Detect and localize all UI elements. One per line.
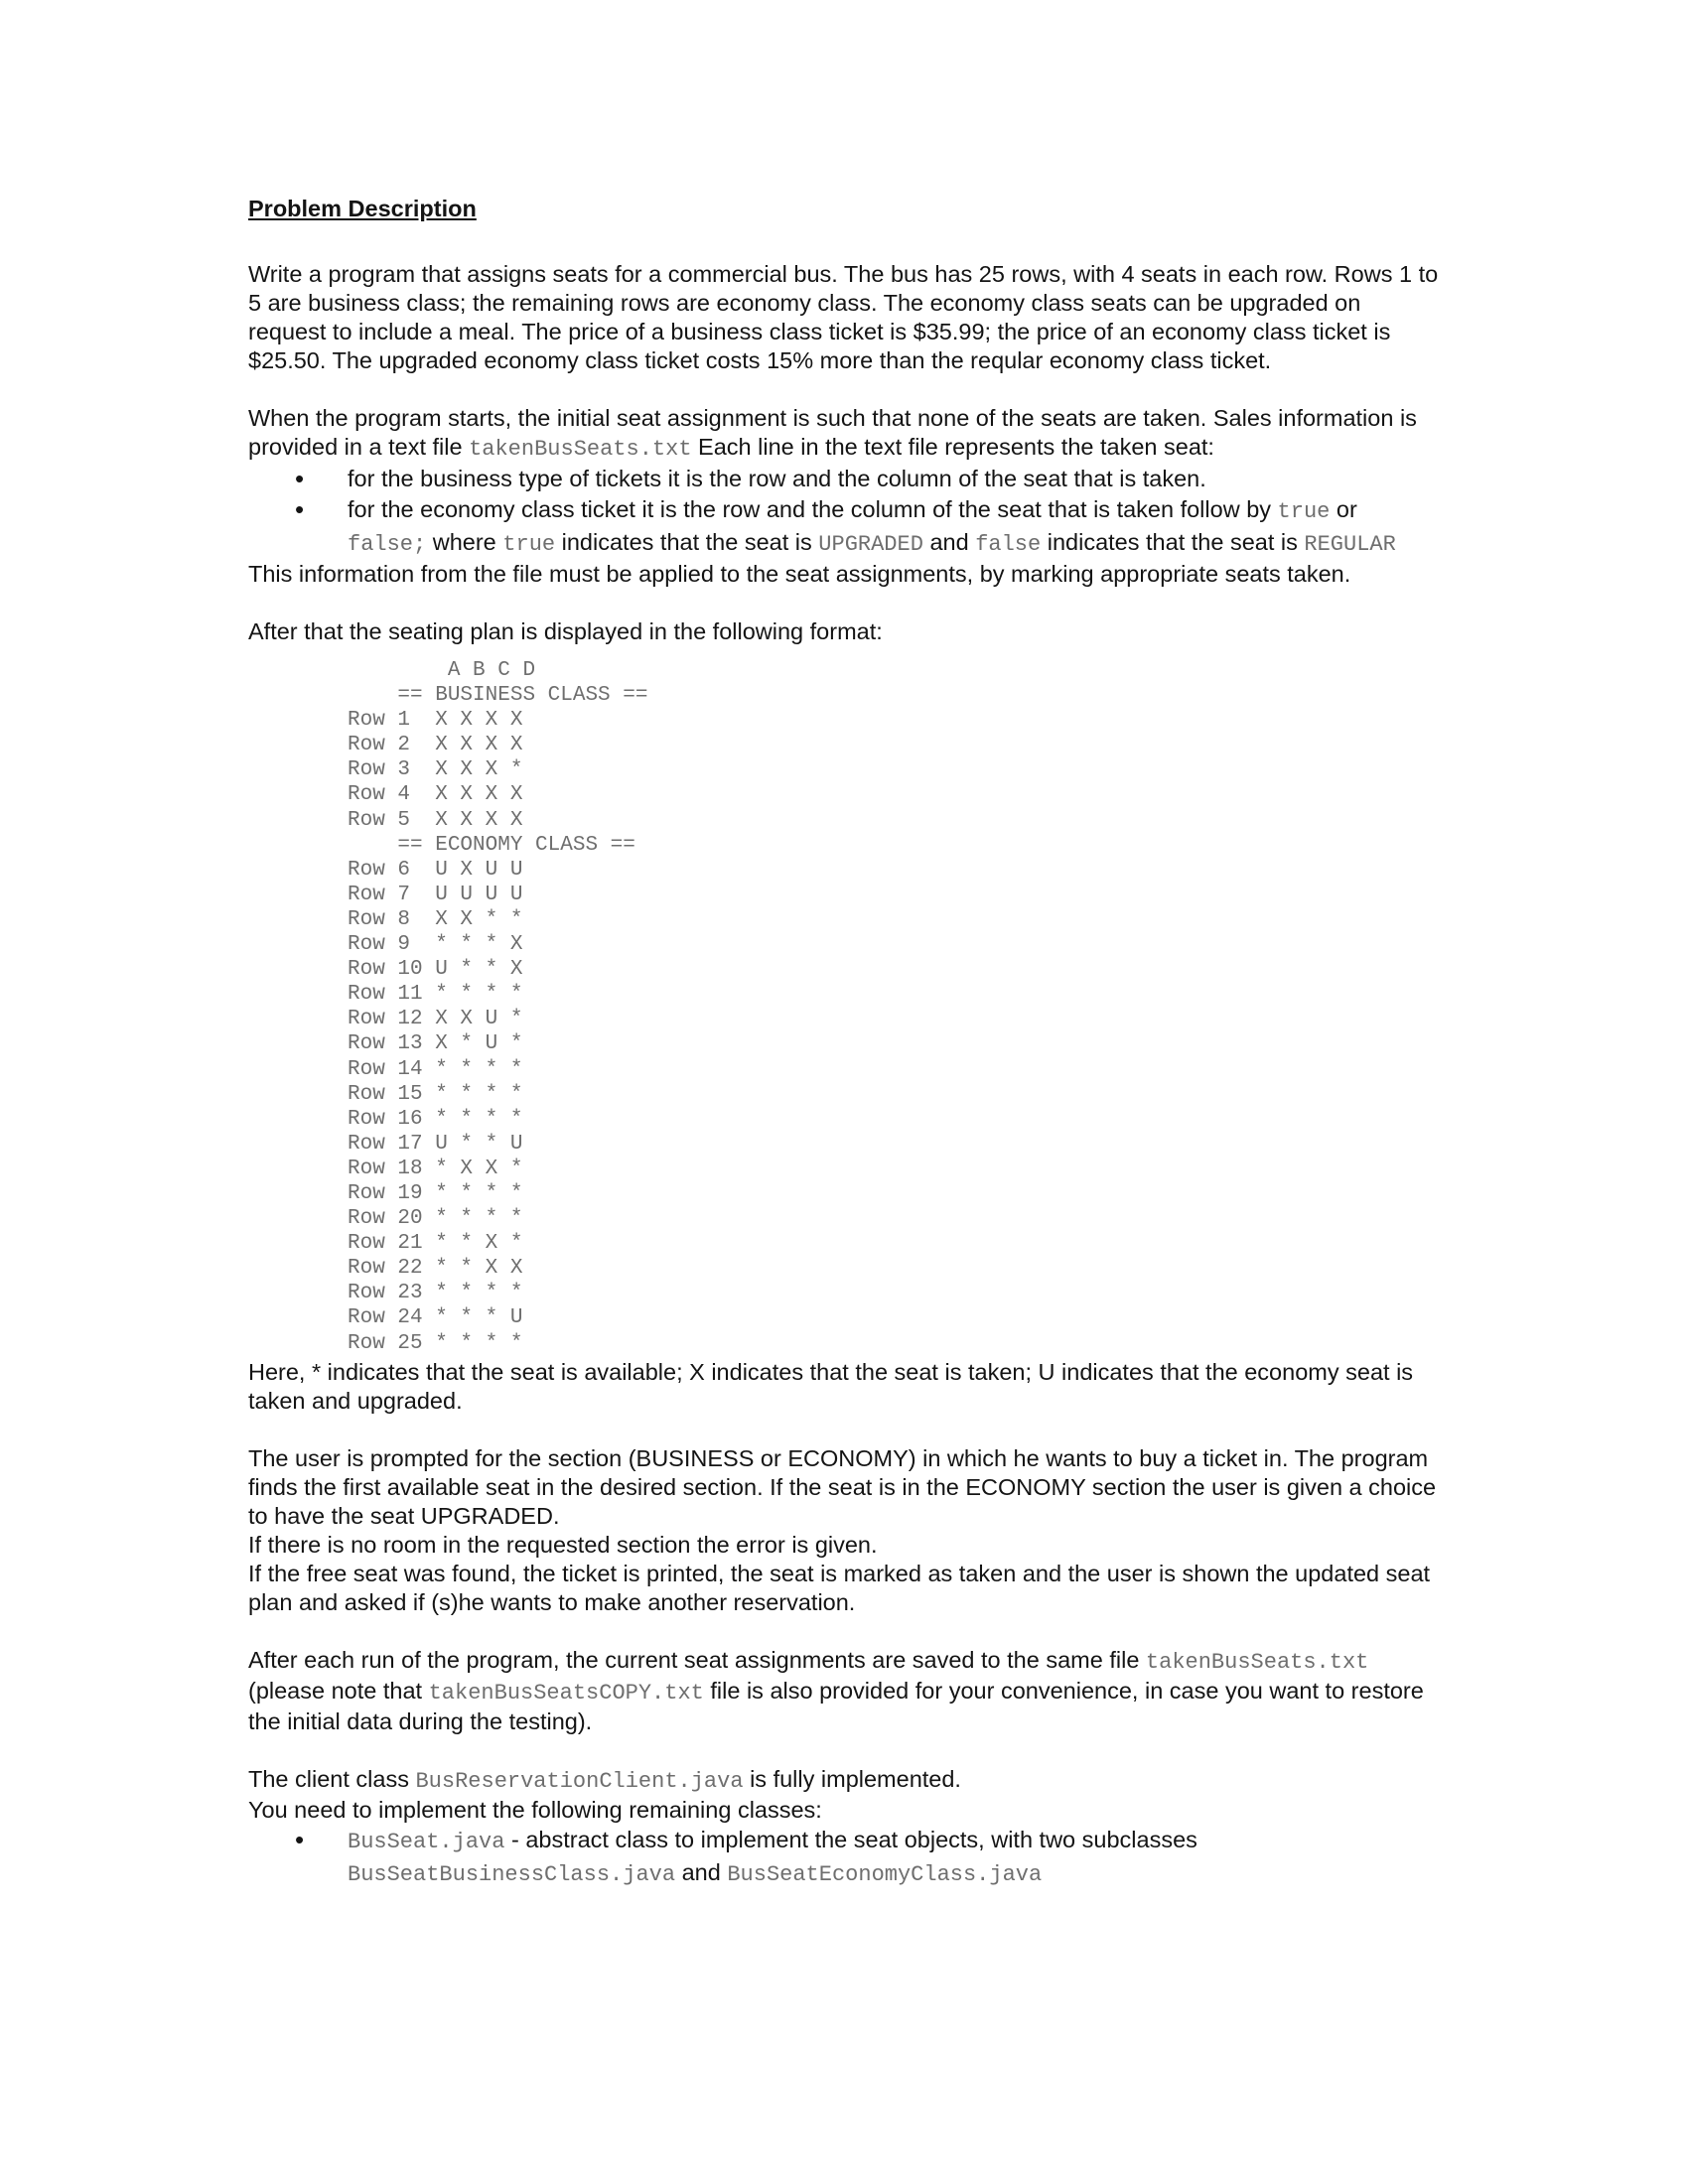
seat-row [348,907,1440,932]
prompt-paragraph: The user is prompted for the section (BUSINESS or ECONOMY) in which he wants to buy a ticket in. The program finds the first available seat in the desired section. If the seat is in the ECONOMY section the user is given a choice to have the seat UPGRADED. [248,1444,1437,1529]
legend-paragraph: Here, * indicates that the seat is available; X indicates that the seat is taken; U indicates that the economy seat is taken and upgraded. [248,1358,1414,1414]
error-paragraph: If there is no room in the requested section the error is given. [248,1531,878,1558]
row-seats: * * * X [422,933,523,957]
row-seats: U * * U [422,1132,523,1156]
row-label: Row 22 [348,1257,423,1281]
row-seats: U U U U [422,883,523,906]
row-seats: * * * * [422,1107,523,1131]
row-seats: * * * * [422,1181,523,1205]
row-label: Row 8 [348,907,423,931]
seat-row [348,1331,1440,1356]
intro-paragraph: Write a program that assigns seats for a commercial bus. The bus has 25 rows, with 4 seats in each row. Rows 1 to 5 are business class; the remaining rows are economy class. The economy class seats can be upgraded on request to include a meal. The price of a business class ticket is $35.99; the price of an economy class ticket is $25.50. The upgraded economy class ticket costs 15% more than the reqular economy class ticket. [248,261,1439,373]
row-label: Row 15 [348,1082,423,1106]
seat-plan [348,658,1440,1356]
row-seats: * * X X [422,1257,523,1281]
row-seats: * * * U [422,1306,523,1330]
seat-row [348,757,1440,782]
row-label: Row 23 [348,1282,423,1305]
row-label: Row 5 [348,808,423,832]
row-label: Row 3 [348,758,423,782]
list-item: • BusSeat.java - abstract class to implement the seat objects, with two subclasses BusSeatBusinessClass.java and BusSeatEconomyClass.java [248,1825,1440,1890]
seat-row [348,1132,1440,1157]
seat-row [348,1057,1440,1082]
row-seats: X * U * [422,1032,523,1056]
seat-row [348,1007,1440,1031]
seat-row [348,1031,1440,1056]
economy-class-label: == ECONOMY CLASS == [397,833,635,857]
row-label: Row 18 [348,1157,423,1180]
row-seats: * X X * [422,1157,523,1180]
sales-info-paragraph: When the program starts, the initial seat assignment is such that none of the seats are taken. Sales information is provided in a text file takenBusSeats.txt Each line in the text file represents the taken seat: [248,405,1417,462]
row-label: Row 1 [348,709,423,733]
seat-row [348,982,1440,1007]
seat-row [348,1231,1440,1256]
list-item: • for the business type of tickets it is the row and the column of the seat that is taken. [248,464,1440,494]
row-label: Row 25 [348,1331,423,1355]
row-seats: * * * * [422,1057,523,1081]
page-title: Problem Description [248,196,477,221]
seat-row [348,808,1440,833]
seat-row [348,1305,1440,1330]
row-seats: * * * * [422,1082,523,1106]
row-seats: X X X X [422,709,523,733]
business-class-label: == BUSINESS CLASS == [397,684,648,708]
client-class-paragraph: The client class BusReservationClient.java is fully implemented. [248,1765,961,1794]
seat-row [348,1107,1440,1132]
row-label: Row 2 [348,734,423,757]
seat-row [348,1256,1440,1281]
row-label: Row 9 [348,933,423,957]
seat-row [348,1206,1440,1231]
row-label: Row 19 [348,1181,423,1205]
row-seats: * * * * [422,1207,523,1231]
format-intro-paragraph: After that the seating plan is displayed in the following format: [248,618,883,644]
seat-row [348,1082,1440,1107]
row-seats: X X X X [422,734,523,757]
row-label: Row 7 [348,883,423,906]
row-label: Row 24 [348,1306,423,1330]
row-label: Row 6 [348,858,423,882]
seat-row [348,782,1440,807]
row-seats: X X X X [422,783,523,807]
row-label: Row 10 [348,958,423,982]
row-label: Row 11 [348,983,423,1007]
seat-row [348,708,1440,733]
row-seats: * * * * [422,1282,523,1305]
save-paragraph: After each run of the program, the current seat assignments are saved to the same file takenBusSeats.txt (please note that takenBusSeatsCOPY.txt file is also provided for your convenience, in case you want to restore the initial data during the testing). [248,1646,1424,1734]
seat-row [348,1181,1440,1206]
seat-row [348,858,1440,883]
row-seats: X X X X [422,808,523,832]
seat-row [348,883,1440,907]
row-seats: X X X * [422,758,523,782]
file-name-code: takenBusSeats.txt [469,437,692,462]
row-label: Row 12 [348,1008,423,1031]
classes-list [248,1825,1440,1890]
row-label: Row 17 [348,1132,423,1156]
row-seats: X X * * [422,907,523,931]
row-seats: * * X * [422,1232,523,1256]
file-format-list [248,464,1440,560]
row-label: Row 4 [348,783,423,807]
seat-row [348,1157,1440,1181]
row-seats: * * * * [422,983,523,1007]
seat-plan-header: A B C D [447,659,536,682]
row-seats: U X U U [422,858,523,882]
seat-row [348,932,1440,957]
row-seats: * * * * [422,1331,523,1355]
implement-paragraph: You need to implement the following remaining classes: [248,1796,822,1823]
row-label: Row 13 [348,1032,423,1056]
row-label: Row 20 [348,1207,423,1231]
row-label: Row 14 [348,1057,423,1081]
document-page [248,195,1440,1890]
seat-row [348,733,1440,757]
row-label: Row 16 [348,1107,423,1131]
list-item: • for the economy class ticket it is the row and the column of the seat that is taken follow by true or false; where true indicates that the seat is UPGRADED and false indicates that the seat is REGULAR [248,494,1440,560]
seat-row [348,1281,1440,1305]
seat-row [348,957,1440,982]
ticket-paragraph: If the free seat was found, the ticket is printed, the seat is marked as taken and the user is shown the updated seat plan and asked if (s)he wants to make another reservation. [248,1560,1431,1615]
row-seats: U * * X [422,958,523,982]
row-label: Row 21 [348,1232,423,1256]
apply-info-paragraph: This information from the file must be applied to the seat assignments, by marking appropriate seats taken. [248,561,1351,587]
row-seats: X X U * [422,1008,523,1031]
